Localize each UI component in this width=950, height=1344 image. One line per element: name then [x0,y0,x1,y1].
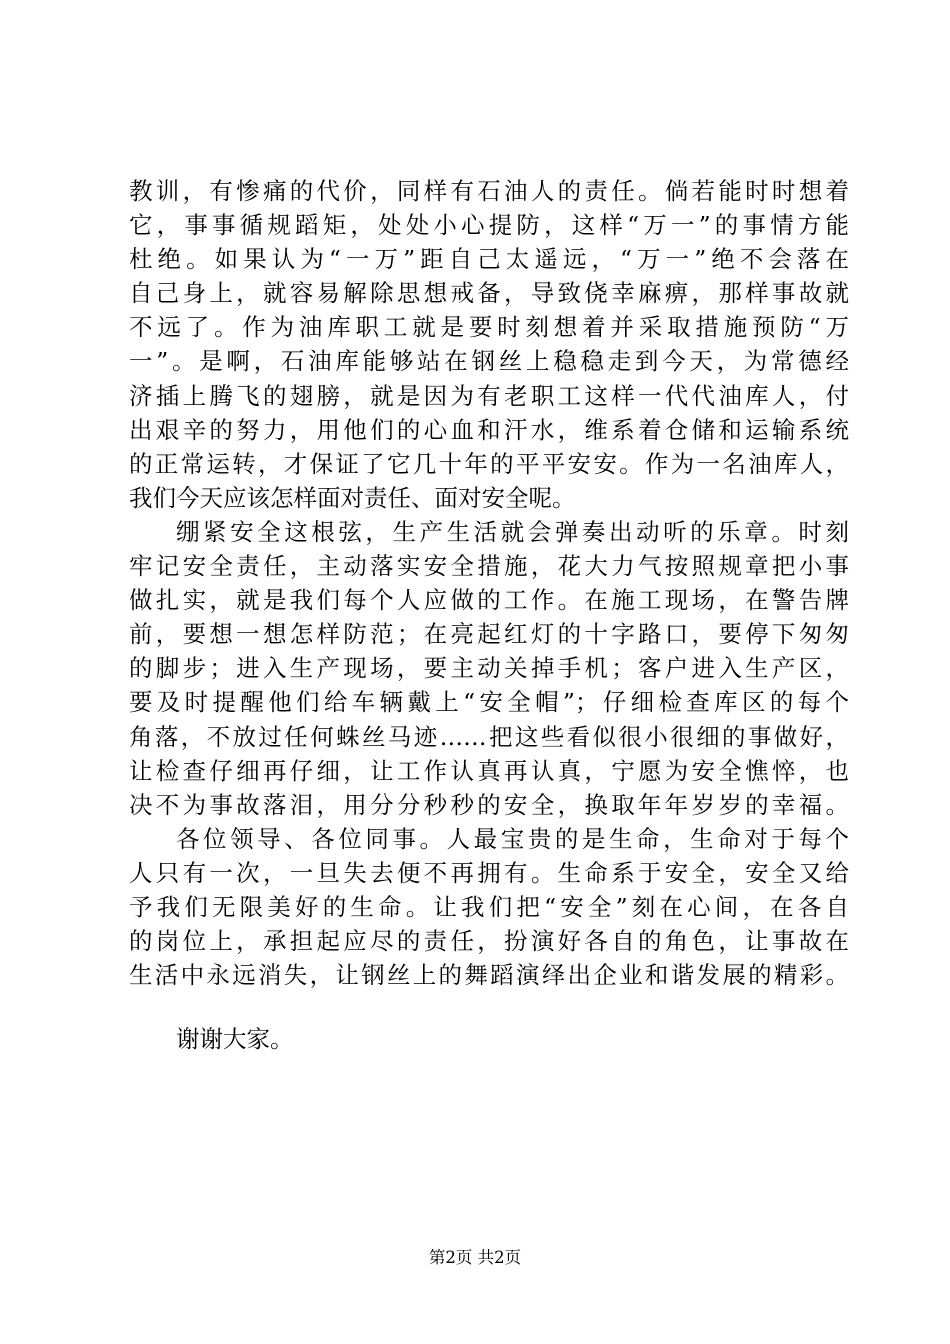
text-line: 做扎实，就是我们每个人应做的工作。在施工现场，在警告牌 [129,586,849,615]
text-line: 一”。是啊，石油库能够站在钢丝上稳稳走到今天，为常德经 [129,347,849,376]
document-body [129,174,849,1056]
text-line: 要及时提醒他们给车辆戴上“安全帽”；仔细检查库区的每个 [129,688,849,717]
paragraph-3 [129,822,849,992]
text-line: 牢记安全责任，主动落实安全措施，花大力气按照规章把小事 [129,552,849,581]
text-line: 角落，不放过任何蛛丝马迹……把这些看似很小很细的事做好， [129,722,849,751]
text-line: 绷紧安全这根弦，生产生活就会弹奏出动听的乐章。时刻 [176,517,849,546]
text-line: 的岗位上，承担起应尽的责任，扮演好各自的角色，让事故在 [129,927,849,956]
text-line: 自己身上，就容易解除思想戒备，导致侥幸麻痹，那样事故就 [129,279,849,308]
paragraph-spacer [129,992,849,1022]
text-line: 各位领导、各位同事。人最宝贵的是生命，生命对于每个 [176,824,849,853]
text-line: 不远了。作为油库职工就是要时刻想着并采取措施预防“万 [129,313,849,342]
page-footer: 第2页 共2页 [428,1248,522,1267]
text-line: 教训，有惨痛的代价，同样有石油人的责任。倘若能时时想着 [129,177,849,205]
text-line: 的正常运转，才保证了它几十年的平平安安。作为一名油库人， [129,449,849,478]
text-line: 杜绝。如果认为“一万”距自己太遥远，“万一”绝不会落在 [129,245,849,274]
text-line: 让检查仔细再仔细，让工作认真再认真，宁愿为安全憔悴，也 [129,756,849,785]
closing-line: 谢谢大家。 [176,1025,294,1054]
paragraph-2 [129,515,849,822]
text-line: 予我们无限美好的生命。让我们把“安全”刻在心间，在各自 [129,892,849,921]
text-line: 决不为事故落泪，用分分秒秒的安全，换取年年岁岁的幸福。 [129,790,849,819]
text-line: 生活中永远消失，让钢丝上的舞蹈演绎出企业和谐发展的精彩。 [129,961,849,990]
text-line: 的脚步；进入生产现场，要主动关掉手机；客户进入生产区， [129,654,849,683]
text-line: 出艰辛的努力，用他们的心血和汗水，维系着仓储和运输系统 [129,415,849,444]
text-line: 它，事事循规蹈矩，处处小心提防，这样“万一”的事情方能 [129,211,849,240]
text-line: 济插上腾飞的翅膀，就是因为有老职工这样一代代油库人，付 [129,381,849,410]
paragraph-1 [129,174,849,515]
text-line: 我们今天应该怎样面对责任、面对安全呢。 [129,483,576,512]
text-line: 前，要想一想怎样防范；在亮起红灯的十字路口，要停下匆匆 [129,620,849,649]
text-line: 人只有一次，一旦失去便不再拥有。生命系于安全，安全又给 [129,858,849,887]
